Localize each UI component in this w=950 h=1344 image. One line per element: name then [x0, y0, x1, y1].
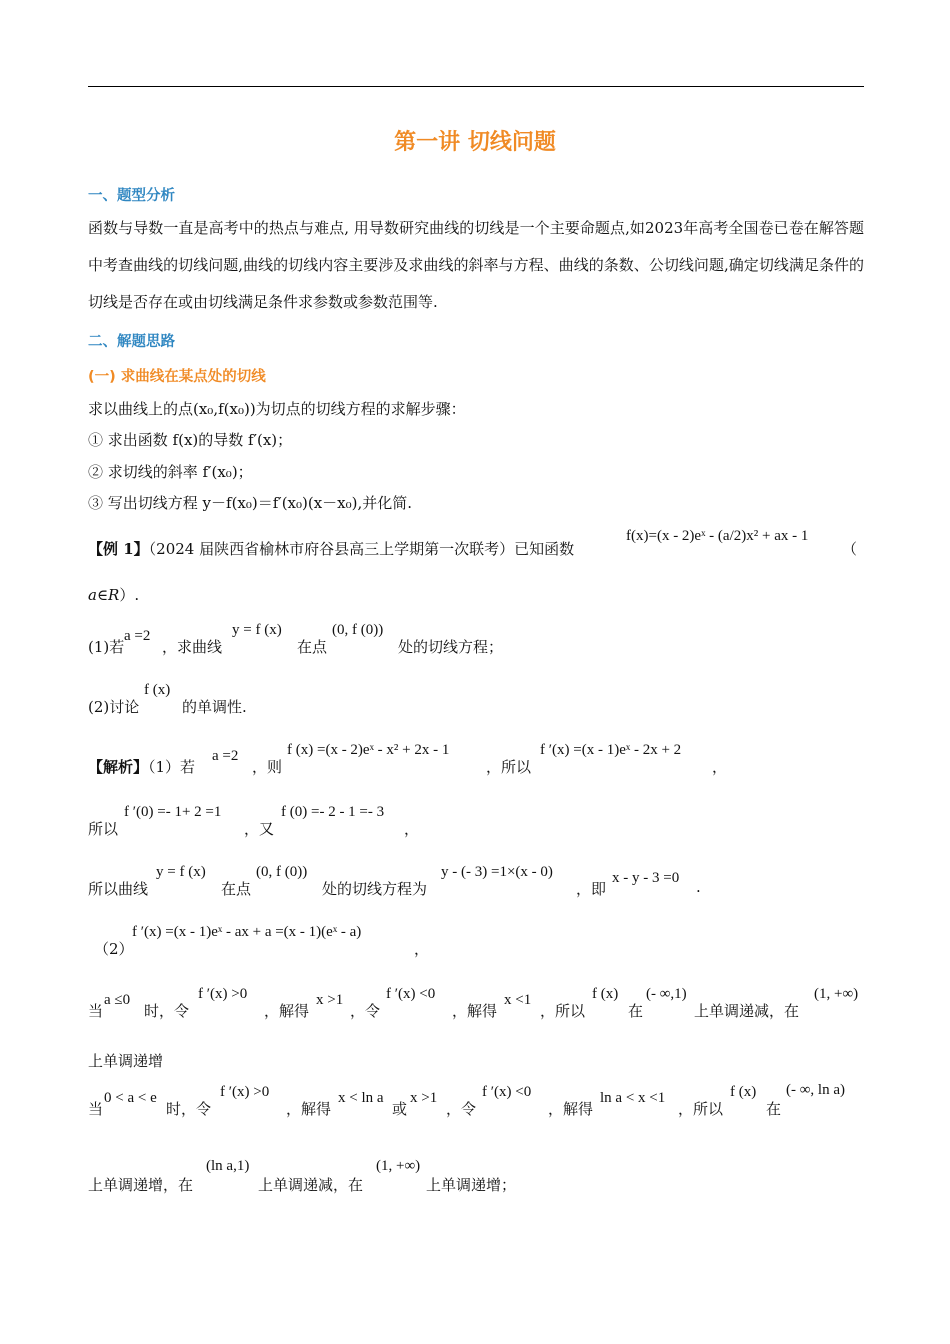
solution-comma-3: ，: [414, 940, 430, 958]
example-paren-open: （: [842, 540, 858, 558]
analysis-paragraph: 函数与导数一直是高考中的热点与难点, 用导数研究曲线的切线是一个主要命题点,如2023年高考全国卷已卷在解答题中考查曲线的切线问题,曲线的切线内容主要涉及求曲线的斜率与方程、曲线的条数、公切线问题,确定切线满足条件的切线是否存在或由切线满足条件求参数或参数范围等.: [88, 219, 864, 311]
method-step-3: ③ 写出切线方程 y－f(x₀)＝f′(x₀)(x－x₀),并化简.: [88, 494, 413, 512]
case-2-solve-2: ，解得: [548, 1100, 594, 1118]
solution-so: ，所以: [486, 758, 532, 776]
solution-period: .: [696, 878, 701, 896]
case-2-sol-1: x < ln a: [338, 1090, 384, 1106]
example-function: f(x)=(x - 2)eˣ - (a/2)x² + ax - 1: [626, 528, 809, 544]
case-1-on: 在: [628, 1002, 644, 1020]
solution-derivative-general: f ′(x) =(x - 1)eˣ - ax + a =(x - 1)(eˣ - a): [132, 924, 362, 940]
question-2-end: 的单调性.: [182, 698, 247, 716]
case-1-ineq-2: f ′(x) <0: [386, 986, 436, 1002]
case-2-when: 当: [88, 1100, 104, 1118]
solution-comma: ，: [712, 758, 728, 776]
solution-line-2: 所以: [88, 820, 119, 838]
question-1-end: 处的切线方程；: [398, 638, 504, 656]
case-1-ineq-1: f ′(x) >0: [198, 986, 248, 1002]
case-1-let: 时，令: [144, 1002, 190, 1020]
top-rule: [88, 86, 864, 87]
case-1-sol-1: x >1: [316, 992, 344, 1008]
case-2-increasing: 上单调递增，在: [88, 1176, 194, 1194]
case-2-so: ，所以: [678, 1100, 724, 1118]
method-intro: 求以曲线上的点(x₀,f(x₀))为切点的切线方程的求解步骤：: [88, 400, 466, 418]
case-2-fx: f (x): [730, 1084, 757, 1100]
solution-tangent-result: x - y - 3 =0: [612, 870, 680, 886]
question-2-function: f (x): [144, 682, 171, 698]
solution-comma-2: ，: [404, 820, 420, 838]
solution-part-2: （2）: [94, 940, 134, 958]
case-2-decreasing: 上单调递减，在: [258, 1176, 364, 1194]
question-1-condition: a =2: [124, 628, 151, 644]
solution-condition: a =2: [212, 748, 239, 764]
case-1-let-2: ，令: [350, 1002, 381, 1020]
case-2-condition: 0 < a < e: [104, 1090, 157, 1106]
case-2-sol-2: x >1: [410, 1090, 438, 1106]
case-1-solve-2: ，解得: [452, 1002, 498, 1020]
subsection-heading: (一) 求曲线在某点处的切线: [88, 369, 266, 385]
case-1-so: ，所以: [540, 1002, 586, 1020]
case-1-increasing: 上单调递增: [88, 1052, 164, 1070]
solution-point: (0, f (0)): [256, 864, 308, 880]
example-domain: a∈R）.: [88, 586, 140, 604]
question-2-prefix: (2)讨论: [88, 698, 140, 716]
method-step-1: ① 求出函数 f(x)的导数 f′(x)；: [88, 431, 293, 449]
solution-derivative-at-0: f ′(0) =- 1+ 2 =1: [124, 804, 222, 820]
case-1-when: 当: [88, 1002, 104, 1020]
question-1-mid: ，求曲线: [162, 638, 223, 656]
section-heading-analysis: 一、题型分析: [88, 188, 175, 204]
question-1-curve: y = f (x): [232, 622, 282, 638]
case-2-or: 或: [392, 1100, 408, 1118]
case-2-ineq-2: f ′(x) <0: [482, 1084, 532, 1100]
solution-then: ，则: [252, 758, 283, 776]
case-1-sol-2: x <1: [504, 992, 532, 1008]
page-title: 第一讲 切线问题: [394, 130, 556, 155]
case-2-let: 时，令: [166, 1100, 212, 1118]
solution-value-at-0: f (0) =- 2 - 1 =- 3: [281, 804, 385, 820]
solution-ie: ，即: [576, 880, 607, 898]
section-heading-approach: 二、解题思路: [88, 334, 175, 350]
case-2-ineq-1: f ′(x) >0: [220, 1084, 270, 1100]
case-1-condition: a ≤0: [104, 992, 131, 1008]
example-label: 【例 1】（2024 届陕西省榆林市府谷县高三上学期第一次联考）已知函数: [88, 540, 575, 558]
solution-derivative: f ′(x) =(x - 1)eˣ - 2x + 2: [540, 742, 682, 758]
solution-curve: y = f (x): [156, 864, 206, 880]
solution-line-3: 所以曲线: [88, 880, 149, 898]
solution-function: f (x) =(x - 2)eˣ - x² + 2x - 1: [287, 742, 450, 758]
case-2-let-2: ，令: [446, 1100, 477, 1118]
case-2-interval-3: (1, +∞): [376, 1158, 421, 1174]
case-2-interval-2: (ln a,1): [206, 1158, 250, 1174]
case-2-solve: ，解得: [286, 1100, 332, 1118]
solution-tangent-text: 处的切线方程为: [322, 880, 428, 898]
case-1-decreasing: 上单调递减，在: [694, 1002, 800, 1020]
question-1-prefix: (1)若: [88, 638, 125, 656]
case-2-sol-3: ln a < x <1: [600, 1090, 666, 1106]
solution-at-point: 在点: [221, 880, 252, 898]
case-2-increasing-end: 上单调递增；: [426, 1176, 517, 1194]
case-2-on: 在: [766, 1100, 782, 1118]
solution-also: ，又: [244, 820, 275, 838]
solution-tangent-equation: y - (- 3) =1×(x - 0): [441, 864, 553, 880]
case-1-fx: f (x): [592, 986, 619, 1002]
method-step-2: ② 求切线的斜率 f′(x₀)；: [88, 463, 253, 481]
question-1-point: (0, f (0)): [332, 622, 384, 638]
case-2-interval-1: (- ∞, ln a): [786, 1082, 846, 1098]
solution-line-1: 【解析】（1）若: [88, 758, 196, 776]
case-1-interval-2: (1, +∞): [814, 986, 859, 1002]
case-1-interval-1: (- ∞,1): [646, 986, 687, 1002]
question-1-mid2: 在点: [297, 638, 328, 656]
case-1-solve: ，解得: [264, 1002, 310, 1020]
